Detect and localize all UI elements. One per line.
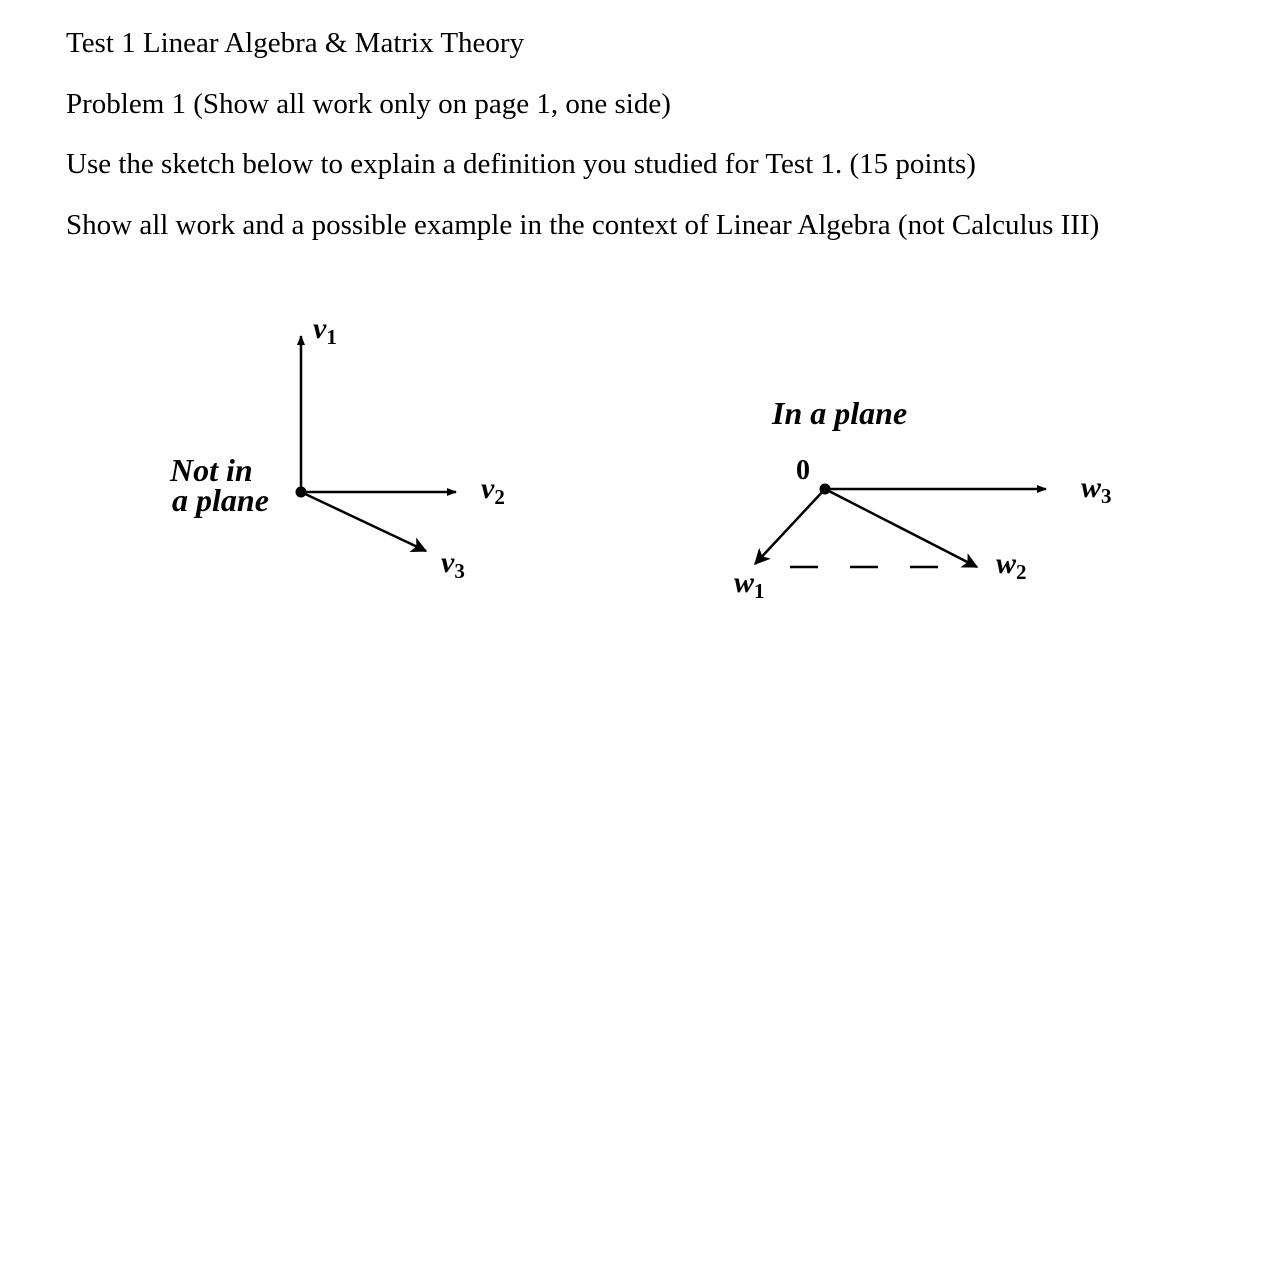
instruction-text: Use the sketch below to explain a definition you studied for Test 1. (15 points) bbox=[66, 148, 976, 180]
figure-not-in-plane bbox=[169, 312, 505, 583]
label-v1: v1 bbox=[313, 312, 337, 349]
caption-in-a-plane: In a plane bbox=[772, 395, 908, 431]
label-v2: v2 bbox=[481, 472, 505, 509]
label-w3: w3 bbox=[1081, 471, 1112, 508]
figure-in-plane bbox=[734, 395, 1112, 603]
vector-v3-arrow bbox=[301, 492, 426, 551]
vector-w2-arrow bbox=[825, 489, 977, 567]
origin-label: 0 bbox=[796, 455, 810, 486]
instruction-text-2: Show all work and a possible example in the context of Linear Algebra (not Calculus III) bbox=[66, 209, 1100, 241]
label-w2: w2 bbox=[996, 547, 1027, 584]
label-v3: v3 bbox=[441, 546, 465, 583]
caption-not-in: Not in bbox=[170, 452, 253, 488]
caption-a-plane: a plane bbox=[172, 482, 269, 518]
origin-point bbox=[296, 487, 307, 498]
problem-statement: Problem 1 (Show all work only on page 1, one side) bbox=[66, 88, 671, 120]
vector-w1-arrow bbox=[755, 489, 825, 564]
label-w1: w1 bbox=[734, 566, 765, 603]
origin-point bbox=[820, 484, 831, 495]
test-title: Test 1 Linear Algebra & Matrix Theory bbox=[66, 27, 525, 59]
